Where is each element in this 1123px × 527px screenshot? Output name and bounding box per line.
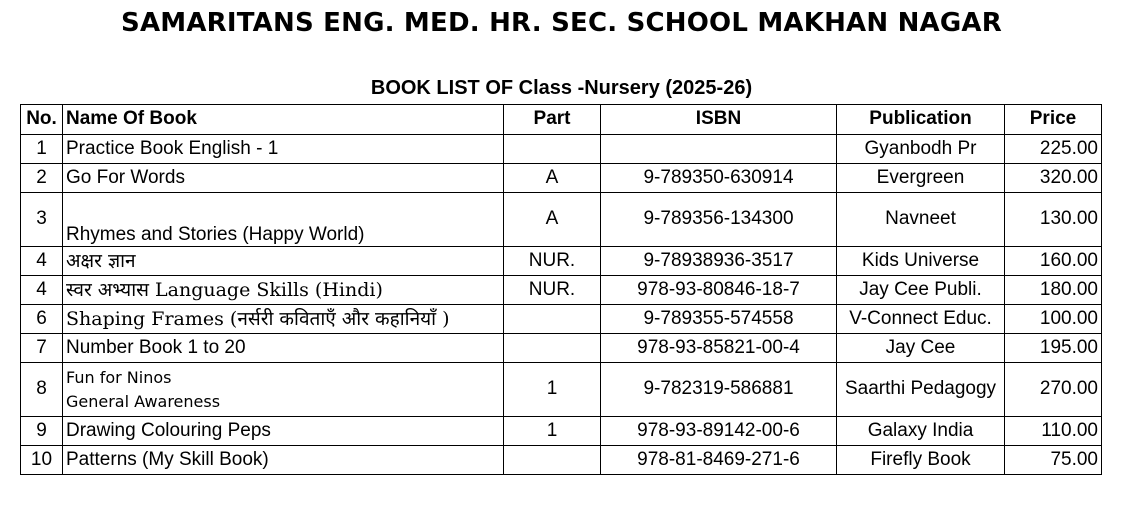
row-publication: Jay Cee bbox=[837, 334, 1005, 363]
header-publication: Publication bbox=[837, 105, 1005, 135]
row-name: स्वर अभ्यास Language Skills (Hindi) bbox=[63, 276, 504, 305]
table-row bbox=[21, 363, 1102, 417]
row-publication: Saarthi Pedagogy bbox=[837, 363, 1005, 417]
row-name bbox=[63, 363, 504, 417]
row-no: 9 bbox=[21, 417, 63, 446]
row-name: Number Book 1 to 20 bbox=[63, 334, 504, 363]
row-publication: V-Connect Educ. bbox=[837, 305, 1005, 334]
row-isbn: 978-93-89142-00-6 bbox=[601, 417, 837, 446]
row-isbn: 978-93-80846-18-7 bbox=[601, 276, 837, 305]
row-publication: Evergreen bbox=[837, 164, 1005, 193]
table-row bbox=[21, 247, 1102, 276]
row-no: 10 bbox=[21, 446, 63, 475]
table-row bbox=[21, 417, 1102, 446]
row-part: 1 bbox=[504, 417, 601, 446]
row-isbn: 9-789355-574558 bbox=[601, 305, 837, 334]
row-publication: Kids Universe bbox=[837, 247, 1005, 276]
row-price: 110.00 bbox=[1005, 417, 1102, 446]
row-part bbox=[504, 334, 601, 363]
row-no: 3 bbox=[21, 193, 63, 247]
row-no: 4 bbox=[21, 247, 63, 276]
row-no: 7 bbox=[21, 334, 63, 363]
school-name: SAMARITANS ENG. MED. HR. SEC. SCHOOL MAKHAN NAGAR bbox=[121, 8, 1002, 38]
row-price: 180.00 bbox=[1005, 276, 1102, 305]
header-name: Name Of Book bbox=[63, 105, 504, 135]
row-name: Patterns (My Skill Book) bbox=[63, 446, 504, 475]
header-no: No. bbox=[21, 105, 63, 135]
row-price: 270.00 bbox=[1005, 363, 1102, 417]
book-list-title: BOOK LIST OF Class -Nursery (2025-26) bbox=[370, 77, 753, 99]
row-name: Practice Book English - 1 bbox=[63, 135, 504, 164]
row-isbn: 9-789356-134300 bbox=[601, 193, 837, 247]
row-part bbox=[504, 305, 601, 334]
row-part: 1 bbox=[504, 363, 601, 417]
row-part: NUR. bbox=[504, 276, 601, 305]
table-header-row bbox=[21, 105, 1102, 135]
table-row bbox=[21, 276, 1102, 305]
row-part: A bbox=[504, 193, 601, 247]
row-name: Drawing Colouring Peps bbox=[63, 417, 504, 446]
row-price: 160.00 bbox=[1005, 247, 1102, 276]
table-row bbox=[21, 193, 1102, 247]
row-isbn: 9-78938936-3517 bbox=[601, 247, 837, 276]
row-isbn bbox=[601, 135, 837, 164]
row-part bbox=[504, 446, 601, 475]
row-price: 100.00 bbox=[1005, 305, 1102, 334]
row-part bbox=[504, 135, 601, 164]
table-row bbox=[21, 135, 1102, 164]
row-publication: Firefly Book bbox=[837, 446, 1005, 475]
table-row bbox=[21, 334, 1102, 363]
table-row bbox=[21, 305, 1102, 334]
row-publication: Gyanbodh Pr bbox=[837, 135, 1005, 164]
table-row bbox=[21, 164, 1102, 193]
row-isbn: 978-93-85821-00-4 bbox=[601, 334, 837, 363]
row-name: Shaping Frames (नर्सरी कविताएँ और कहानियाँ ) bbox=[63, 305, 504, 334]
row-name-line1: Fun for Ninos bbox=[66, 367, 172, 387]
row-name: अक्षर ज्ञान bbox=[63, 247, 504, 276]
row-name-line2: General Awareness bbox=[66, 391, 221, 411]
row-no: 2 bbox=[21, 164, 63, 193]
row-publication: Galaxy India bbox=[837, 417, 1005, 446]
row-isbn: 9-789350-630914 bbox=[601, 164, 837, 193]
row-isbn: 9-782319-586881 bbox=[601, 363, 837, 417]
header-part: Part bbox=[504, 105, 601, 135]
row-no: 4 bbox=[21, 276, 63, 305]
row-price: 225.00 bbox=[1005, 135, 1102, 164]
row-name: Rhymes and Stories (Happy World) bbox=[63, 193, 504, 247]
header-isbn: ISBN bbox=[601, 105, 837, 135]
row-name: Go For Words bbox=[63, 164, 504, 193]
row-publication: Jay Cee Publi. bbox=[837, 276, 1005, 305]
row-price: 75.00 bbox=[1005, 446, 1102, 475]
row-no: 6 bbox=[21, 305, 63, 334]
row-no: 8 bbox=[21, 363, 63, 417]
row-price: 320.00 bbox=[1005, 164, 1102, 193]
row-price: 195.00 bbox=[1005, 334, 1102, 363]
row-part: A bbox=[504, 164, 601, 193]
book-list-table bbox=[20, 104, 1102, 475]
header-price: Price bbox=[1005, 105, 1102, 135]
row-price: 130.00 bbox=[1005, 193, 1102, 247]
row-no: 1 bbox=[21, 135, 63, 164]
row-publication: Navneet bbox=[837, 193, 1005, 247]
row-isbn: 978-81-8469-271-6 bbox=[601, 446, 837, 475]
table-row bbox=[21, 446, 1102, 475]
row-part: NUR. bbox=[504, 247, 601, 276]
